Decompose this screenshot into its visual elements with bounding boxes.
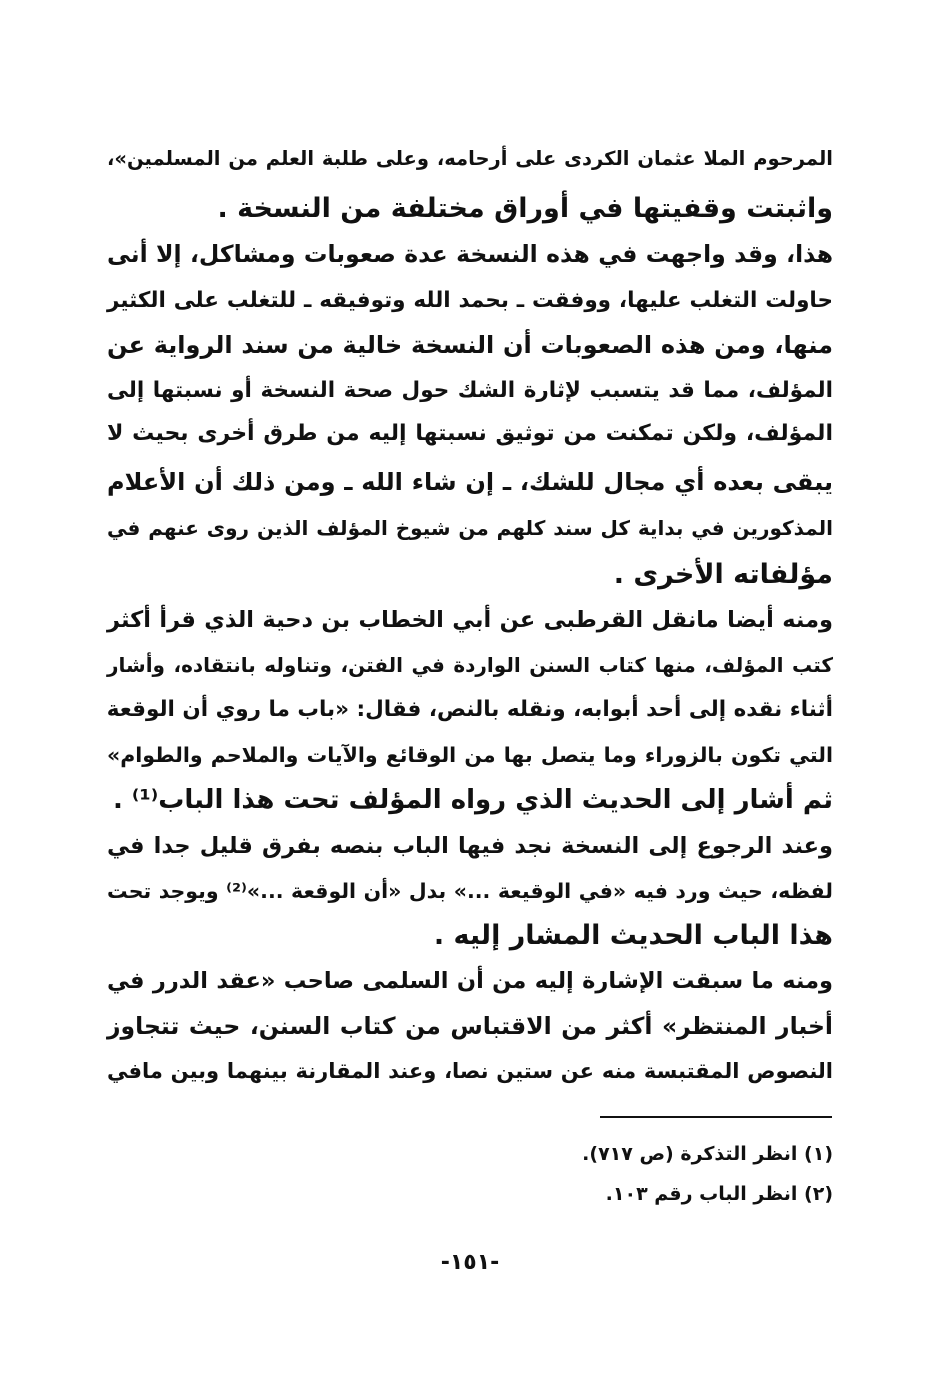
body-line: هذا، وقد واجهت في هذه النسخة عدة صعوبات ومشاكل، إلا أنى: [107, 240, 833, 268]
body-line: كتب المؤلف، منها كتاب السنن الواردة في الفتن، وتناوله بانتقاده، وأشار: [107, 653, 833, 677]
footnote: (١) انظر التذكرة (ص ٧١٧).: [582, 1143, 833, 1165]
body-line: منها، ومن هذه الصعوبات أن النسخة خالية من سند الرواية عن: [107, 331, 833, 359]
body-line: ثم أشار إلى الحديث الذي رواه المؤلف تحت هذا الباب⁽¹⁾ .: [112, 785, 833, 815]
body-line: وعند الرجوع إلى النسخة نجد فيها الباب بنصه بفرق قليل جدا في: [107, 833, 833, 859]
body-line: ومنه ما سبقت الإشارة إليه من أن السلمى صاحب «عقد الدرر في: [107, 968, 833, 994]
body-line: أخبار المنتظر» أكثر من الاقتباس من كتاب السنن، حيث تتجاوز: [107, 1012, 833, 1040]
body-line: النصوص المقتبسة منه عن ستين نصا، وعند المقارنة بينهما وبين مافي: [107, 1059, 833, 1083]
page-number: -١٥١-: [440, 1250, 500, 1275]
body-line: يبقى بعده أي مجال للشك، ـ إن شاء الله ـ ومن ذلك أن الأعلام: [107, 468, 833, 496]
footnote: (٢) انظر الباب رقم ١٠٣.: [605, 1183, 833, 1205]
body-line: هذا الباب الحديث المشار إليه .: [433, 920, 833, 951]
body-line: مؤلفاته الأخرى .: [613, 559, 833, 590]
body-line: المذكورين في بداية كل سند كلهم من شيوخ المؤلف الذين روى عنهم في: [107, 516, 833, 540]
body-line: ومنه أيضا مانقل القرطبى عن أبي الخطاب بن دحية الذي قرأ أكثر: [107, 607, 833, 633]
body-line: المؤلف، ولكن تمكنت من توثيق نسبتها إليه من طرق أخرى بحيث لا: [107, 421, 833, 446]
body-line: لفظه، حيث ورد فيه «في الوقيعة ...» بدل «أن الوقعة ...»⁽²⁾ ويوجد تحت: [107, 879, 833, 903]
body-line: التي تكون بالزوراء وما يتصل بها من الوقائع والآيات والملاحم والطوام»: [107, 743, 833, 767]
body-line: أثناء نقده إلى أحد أبوابه، ونقله بالنص، فقال: «باب ما روي أن الوقعة: [106, 697, 833, 722]
footnote-separator: [600, 1116, 832, 1118]
body-line: المؤلف، مما قد يتسبب لإثارة الشك حول صحة النسخة أو نسبتها إلى: [107, 378, 833, 403]
body-line: واثبتت وقفيتها في أوراق مختلفة من النسخة .: [217, 193, 833, 224]
body-line: حاولت التغلب عليها، ووفقت ـ بحمد الله وتوفيقه ـ للتغلب على الكثير: [107, 288, 833, 313]
body-line: المرحوم الملا عثمان الكردى على أرحامه، وعلى طلبة العلم من المسلمين»،: [107, 147, 833, 170]
